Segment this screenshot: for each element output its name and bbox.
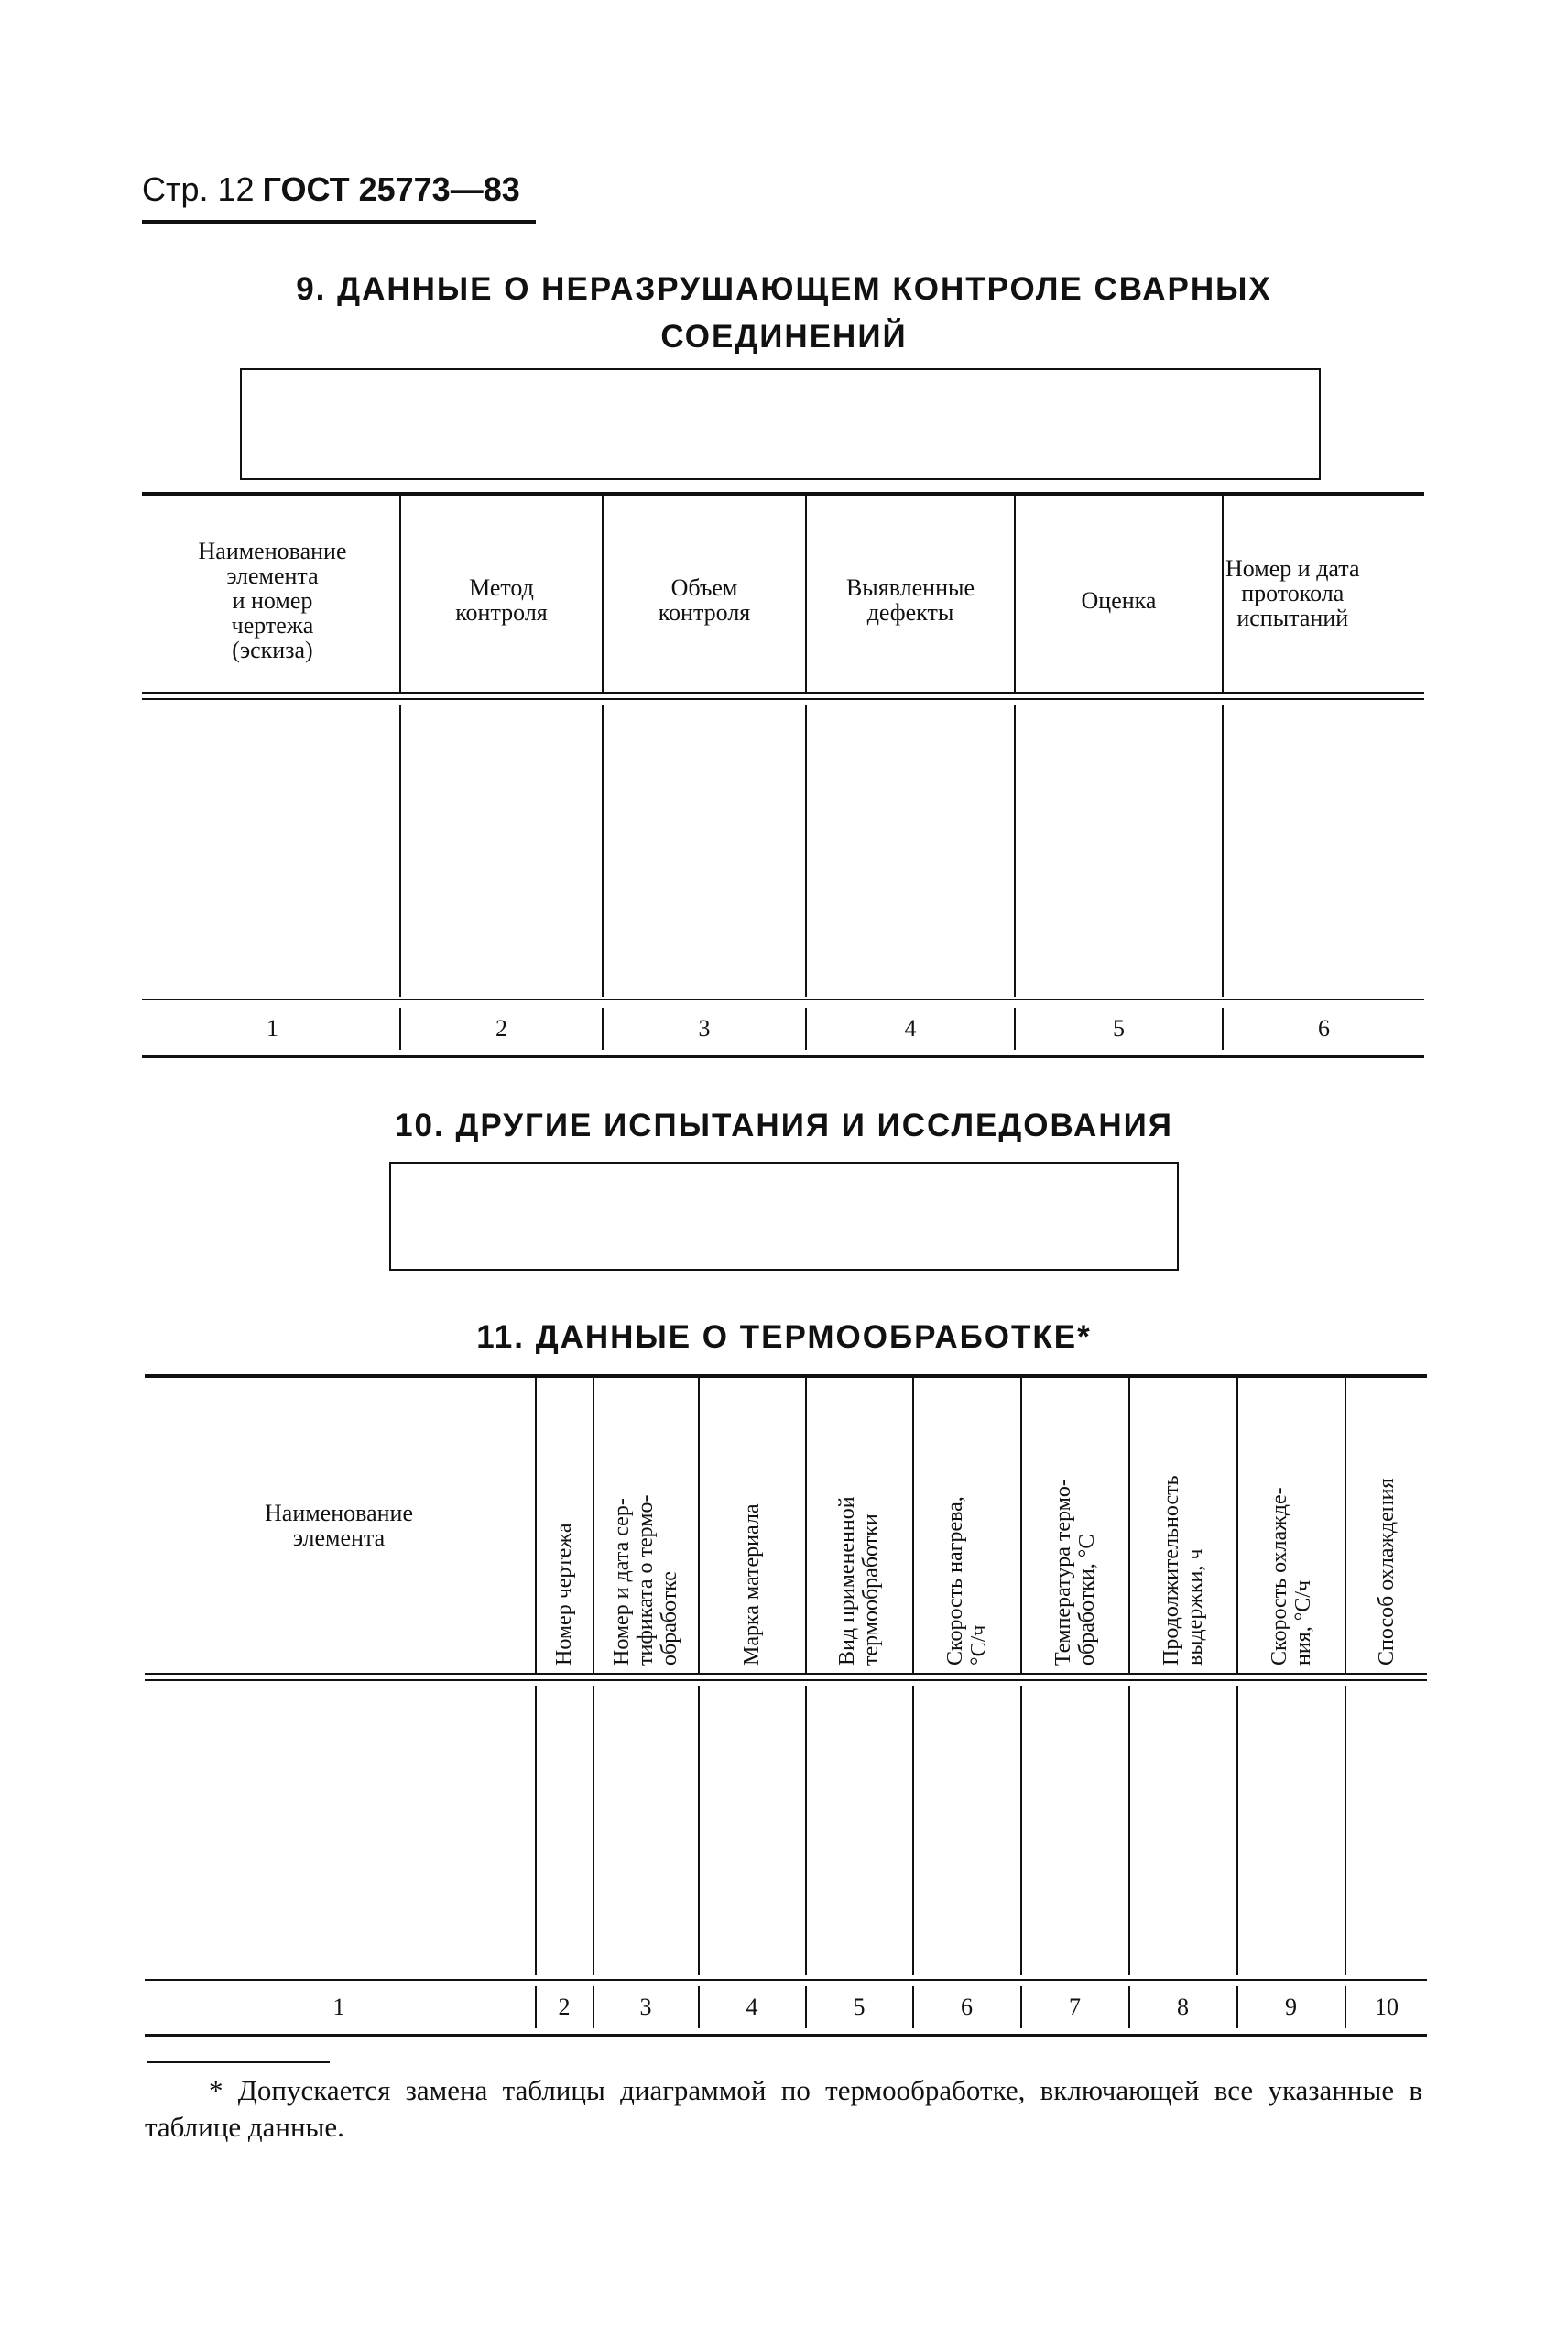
column-number: 7 <box>1069 1994 1081 2020</box>
footnote <box>145 2072 1422 2146</box>
column-number: 3 <box>639 1994 652 2020</box>
column-number: 8 <box>1177 1994 1189 2020</box>
column-header-method: Метод контроля <box>455 574 548 626</box>
column-number: 1 <box>267 1015 278 1042</box>
header-double-rule-lower <box>142 698 1424 700</box>
column-header-drawing-number: Номер чертежа <box>552 1523 576 1666</box>
table-bottom-rule <box>145 2034 1427 2037</box>
table-top-rule <box>145 1374 1427 1378</box>
footnote-rule <box>147 2061 330 2063</box>
column-header-certificate: Номер и дата сер- тификата о термо- обработке <box>610 1494 681 1666</box>
column-number: 10 <box>1375 1994 1399 2020</box>
column-header-treatment-temperature: Температура термо- обработки, °С <box>1051 1479 1099 1666</box>
body-bottom-rule <box>145 1979 1427 1981</box>
column-number: 6 <box>1318 1015 1330 1042</box>
table-top-rule <box>142 492 1424 496</box>
column-header-holding-duration: Продолжительность выдержки, ч <box>1159 1475 1207 1666</box>
column-header-treatment-type: Вид примененной термообработки <box>835 1496 883 1666</box>
section-10-blank-frame <box>389 1162 1179 1271</box>
section-9-title-line-2: СОЕДИНЕНИЙ <box>660 319 908 355</box>
header-rule <box>142 220 536 224</box>
table-bottom-rule <box>142 1055 1424 1058</box>
body-bottom-rule <box>142 999 1424 1000</box>
header-double-rule-lower <box>145 1679 1427 1681</box>
column-number: 4 <box>746 1994 758 2020</box>
column-header-assessment: Оценка <box>1081 586 1157 614</box>
page-label: Стр. 12 <box>142 170 255 208</box>
column-number: 4 <box>904 1015 917 1042</box>
section-9-title-line-1: 9. ДАННЫЕ О НЕРАЗРУШАЮЩЕМ КОНТРОЛЕ СВАРНЫХ <box>296 271 1272 307</box>
column-header-material-grade: Марка материала <box>740 1503 764 1666</box>
column-number: 3 <box>698 1015 711 1042</box>
column-number: 1 <box>332 1994 345 2020</box>
column-header-defects: Выявленные дефекты <box>845 574 975 626</box>
column-header-element-name: Наименование элемента и номер чертежа (эскиза) <box>198 537 347 663</box>
column-number: 5 <box>1113 1015 1125 1042</box>
column-header-cooling-method: Способ охлаждения <box>1375 1478 1399 1666</box>
standard-number: ГОСТ 25773—83 <box>262 170 520 208</box>
section-11-title: 11. ДАННЫЕ О ТЕРМООБРАБОТКЕ* <box>476 1319 1092 1355</box>
column-header-heating-rate: Скорость нагрева, °С/ч <box>942 1496 991 1666</box>
column-header-cooling-rate: Скорость охлажде- ния, °С/ч <box>1267 1487 1315 1666</box>
column-number: 2 <box>558 1994 571 2020</box>
column-number: 6 <box>961 1994 973 2020</box>
header-double-rule-upper <box>142 692 1424 694</box>
running-header <box>142 170 520 209</box>
column-number: 5 <box>853 1994 866 2020</box>
footnote-text: * Допускается замена таблицы диаграммой по термообработке, включающей все указанные в таблице данные. <box>145 2074 1422 2143</box>
column-number: 9 <box>1285 1994 1297 2020</box>
column-header-volume: Объем контроля <box>658 574 751 626</box>
column-header-element-name: Наименование элемента <box>265 1500 413 1551</box>
column-number: 2 <box>495 1015 507 1042</box>
column-header-protocol: Номер и дата протокола испытаний <box>1225 555 1360 631</box>
section-10-title: 10. ДРУГИЕ ИСПЫТАНИЯ И ИССЛЕДОВАНИЯ <box>395 1108 1173 1143</box>
header-double-rule-upper <box>145 1673 1427 1675</box>
section-9-blank-frame <box>240 368 1321 480</box>
